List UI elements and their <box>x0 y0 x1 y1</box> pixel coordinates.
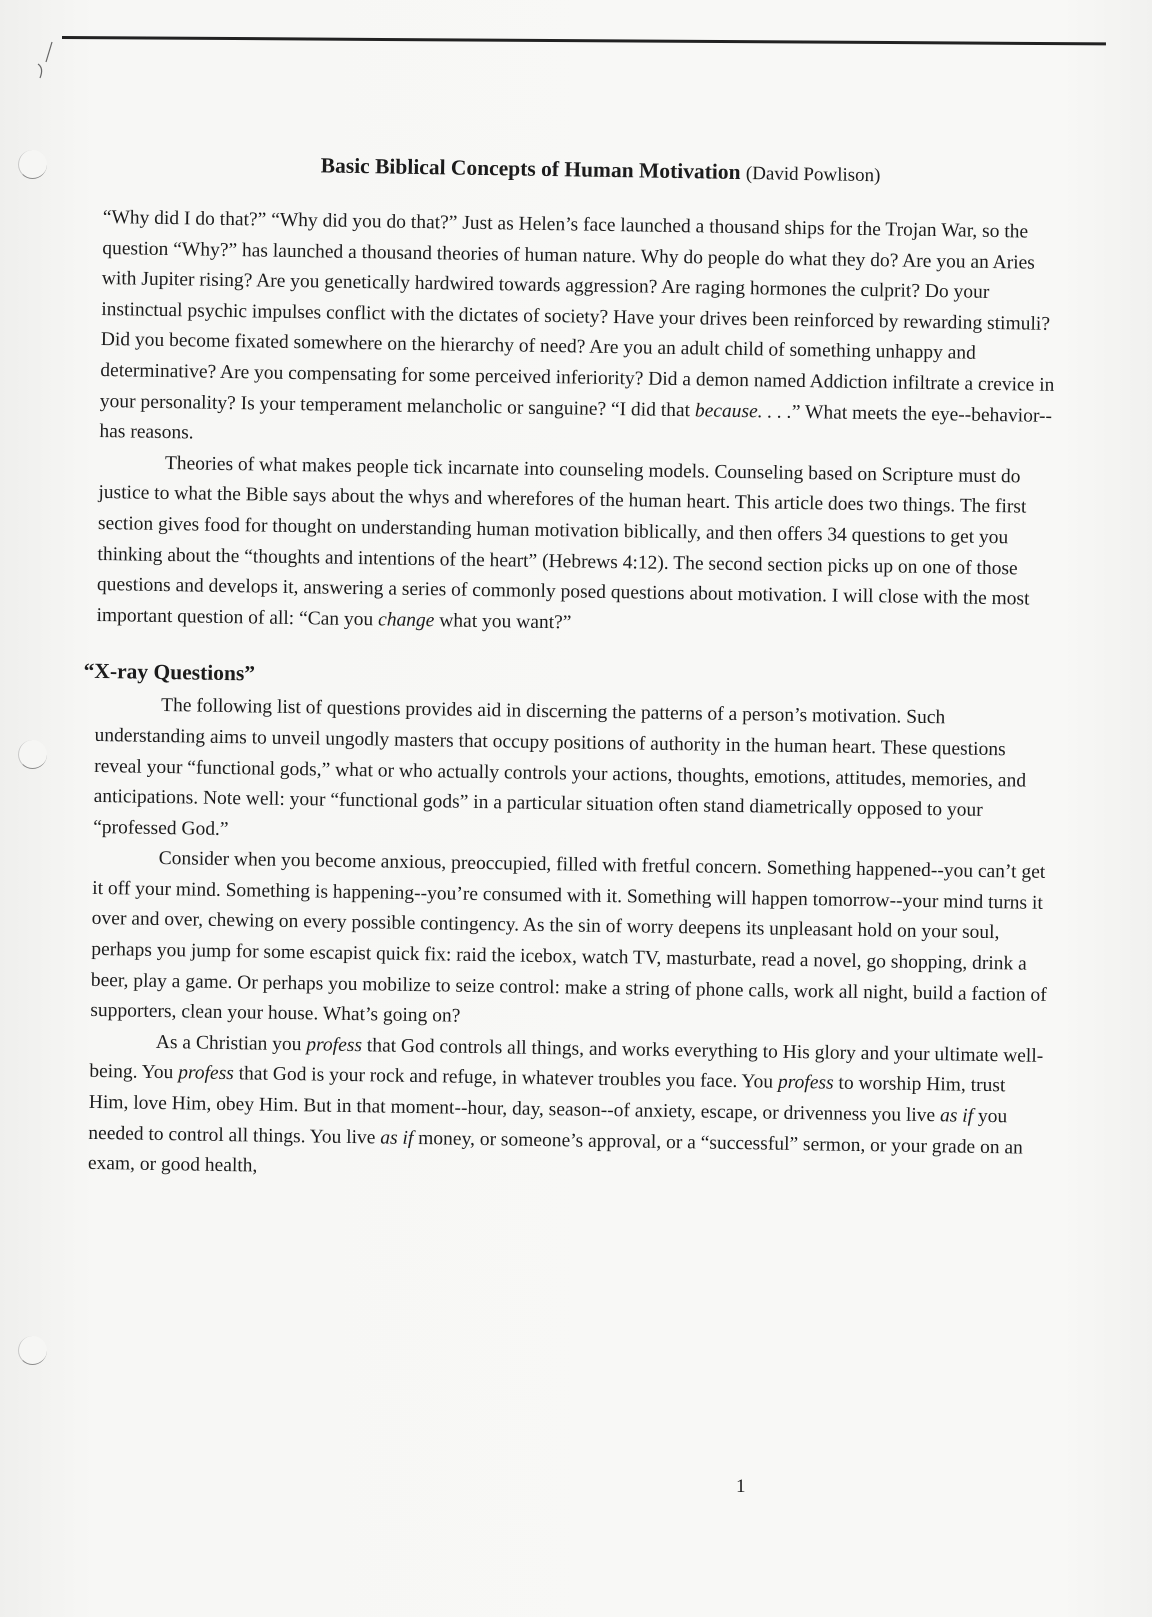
emphasis-text: as if <box>939 1105 974 1127</box>
text-segment: you needed to control all things. You live <box>88 1105 1008 1149</box>
text-segment: what you want?” <box>434 609 572 634</box>
text-segment: that God controls all things, and works everything to His glory and your ultimate well-being. You <box>89 1035 1044 1084</box>
text-segment: “Why did I do that?” “Why did you do that?” Just as Helen’s face launched a thousand ships for the Trojan War, so the question “Why?” has launched a thousand theories of human nature. Why do people do what they do? Are you an Aries with Jupiter rising? Are you genetically hardwired towards aggression? Are raging hormones the culprit? Do your instinctual psychic impulses conflict with the dictates of society? Have your drives been reinforced by rewarding stimuli? Did you become fixated somewhere on the hierarchy of need? Are you an adult child of something unhappy and determinative? Are you compensating for some perceived inferiority? Did a demon named Addiction infiltrate a crevice in your personality? Is your temperament melancholic or sanguine? “I did that <box>99 206 1055 421</box>
text-segment: money, or someone’s approval, or a “successful” sermon, or your grade on an exam, or good health, <box>87 1127 1023 1177</box>
overview-paragraph <box>96 448 1057 647</box>
emphasis-text: profess <box>306 1034 363 1057</box>
section-paragraph <box>90 843 1051 1042</box>
header-rule <box>62 36 1106 45</box>
punch-hole-middle <box>18 740 47 769</box>
section-paragraph <box>88 1027 1048 1195</box>
pencil-mark <box>30 40 60 84</box>
text-segment: ” What meets the eye--behavior--has reasons. <box>99 401 1053 444</box>
emphasis-text: change <box>377 609 435 631</box>
emphasis-text: profess <box>178 1062 234 1085</box>
section-paragraph <box>93 690 1053 858</box>
page-number: 1 <box>736 1476 746 1497</box>
document-title: Basic Biblical Concepts of Human Motivation <box>320 153 741 185</box>
section-heading: “X-ray Questions” <box>83 659 256 686</box>
document-author: (David Powlison) <box>745 163 881 187</box>
emphasis-text: profess <box>777 1072 834 1095</box>
text-segment: to worship Him, trust Him, love Him, obey Him. But in that moment--hour, day, season--of anxiety, escape, or drivenness you live <box>88 1073 1006 1127</box>
text-segment: Consider when you become anxious, preoccupied, filled with fretful concern. Something happened--you can’t get it off your mind. Something is happening--you’re consumed with it. Something will happen tomorrow--your mind turns it over and over, chewing on every possible contingency. As the sin of worry deepens its unpleasant hold on your soul, perhaps you jump for some escapist quick fix: raid the icebox, watch TV, masturbate, read a novel, go shopping, drink a beer, play a game. Or perhaps you mobilize to seize control: make a string of phone calls, work all night, build a faction of supporters, clean your house. What’s going on? <box>90 848 1047 1027</box>
text-segment: The following list of questions provides aid in discerning the patterns of a person’s motivation. Such understanding aims to unveil ungodly masters that occupy positions of authority in the human heart. These questions reveal your “functional gods,” what or who actually controls your actions, thoughts, emotions, attitudes, memories, and anticipations. Note well: your “functional gods” in a particular situation often stand diametrically opposed to your “professed God.” <box>93 695 1027 840</box>
document-body <box>83 140 1062 1195</box>
punch-hole-bottom <box>18 1336 47 1365</box>
emphasis-text: as if <box>380 1127 414 1149</box>
text-segment: As a Christian you <box>155 1031 307 1056</box>
text-segment: Theories of what makes people tick incarnate into counseling models. Counseling based on Scripture must do justice to what the Bible says about the whys and wherefores of the human heart. This article does two things. The first section gives food for thought on understanding human motivation biblically, and then offers 34 questions to get you thinking about the “thoughts and intentions of the heart” (Hebrews 4:12). The second section picks up on one of those questions and develops it, answering a series of commonly posed questions about motivation. I will close with the most important question of all: “Can you <box>96 452 1030 631</box>
text-segment: that God is your rock and refuge, in whatever troubles you face. You <box>233 1063 779 1094</box>
intro-paragraph <box>99 203 1061 463</box>
document-title-line <box>139 151 1061 190</box>
emphasis-text: because. . . . <box>694 399 793 423</box>
punch-hole-top <box>18 150 47 179</box>
